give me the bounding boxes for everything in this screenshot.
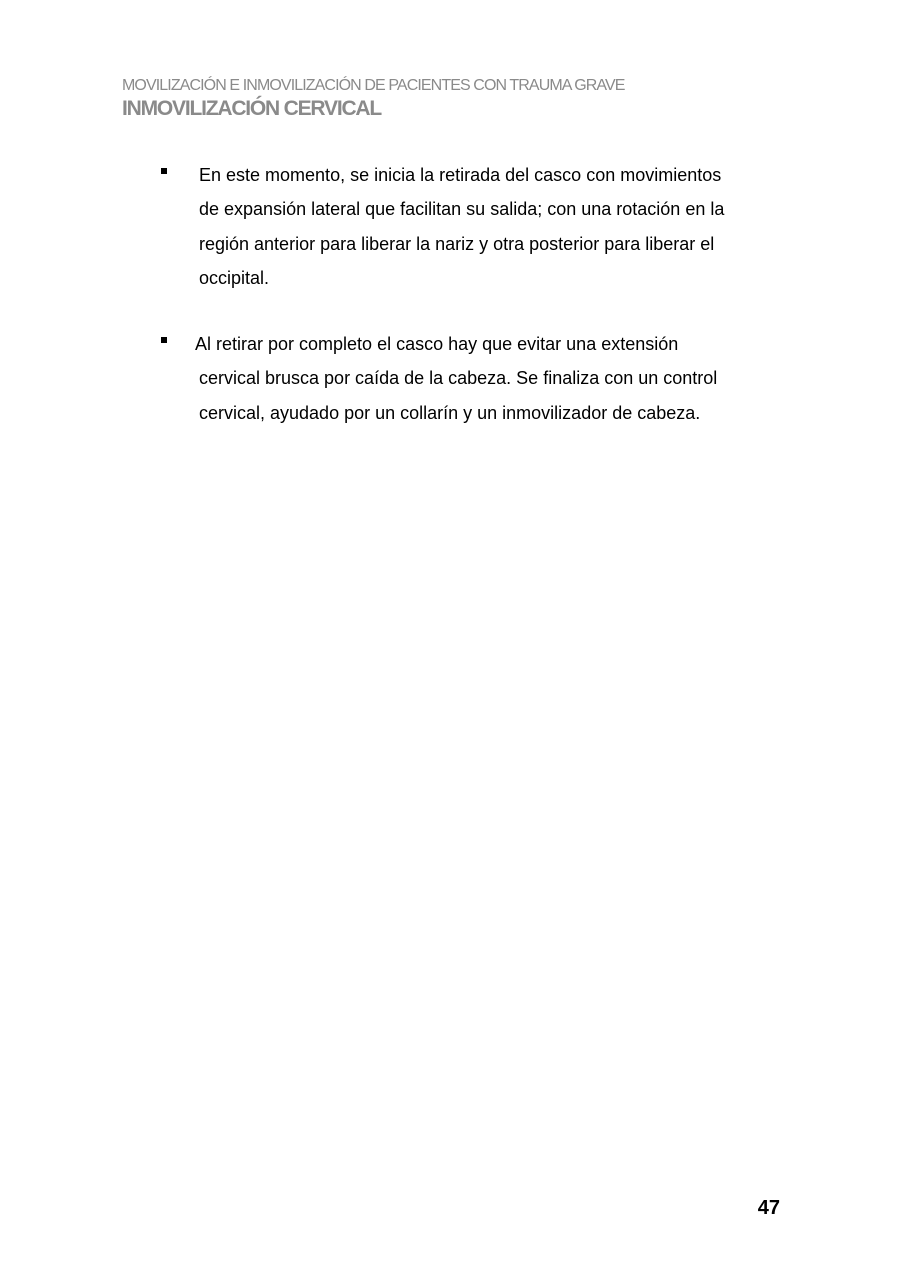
list-item [158, 327, 798, 430]
square-bullet-icon [161, 337, 167, 343]
text-line: de expansión lateral que facilitan su salida; con una rotación en la [199, 199, 725, 220]
text-line: cervical, ayudado por un collarín y un inmovilizador de cabeza. [199, 402, 701, 423]
list-item [158, 158, 798, 295]
text-line: región anterior para liberar la nariz y otra posterior para liberar el [199, 233, 715, 254]
bullet-list [158, 158, 798, 462]
text-line: occipital. [199, 267, 270, 288]
text-line: Al retirar por completo el casco hay que evitar una extensión [195, 334, 679, 355]
text-line: En este momento, se inicia la retirada del casco con movimientos [199, 165, 722, 185]
section-title: INMOVILIZACIÓN CERVICAL [122, 97, 382, 120]
page-number: 47 [757, 1197, 780, 1219]
running-header [122, 76, 822, 122]
square-bullet-icon [161, 168, 167, 174]
bullet-paragraph [195, 327, 798, 430]
series-title: MOVILIZACIÓN E INMOVILIZACIÓN DE PACIENTES CON TRAUMA GRAVE [122, 77, 625, 94]
text-line: cervical brusca por caída de la cabeza. Se finaliza con un control [199, 368, 718, 389]
bullet-paragraph [199, 158, 798, 295]
